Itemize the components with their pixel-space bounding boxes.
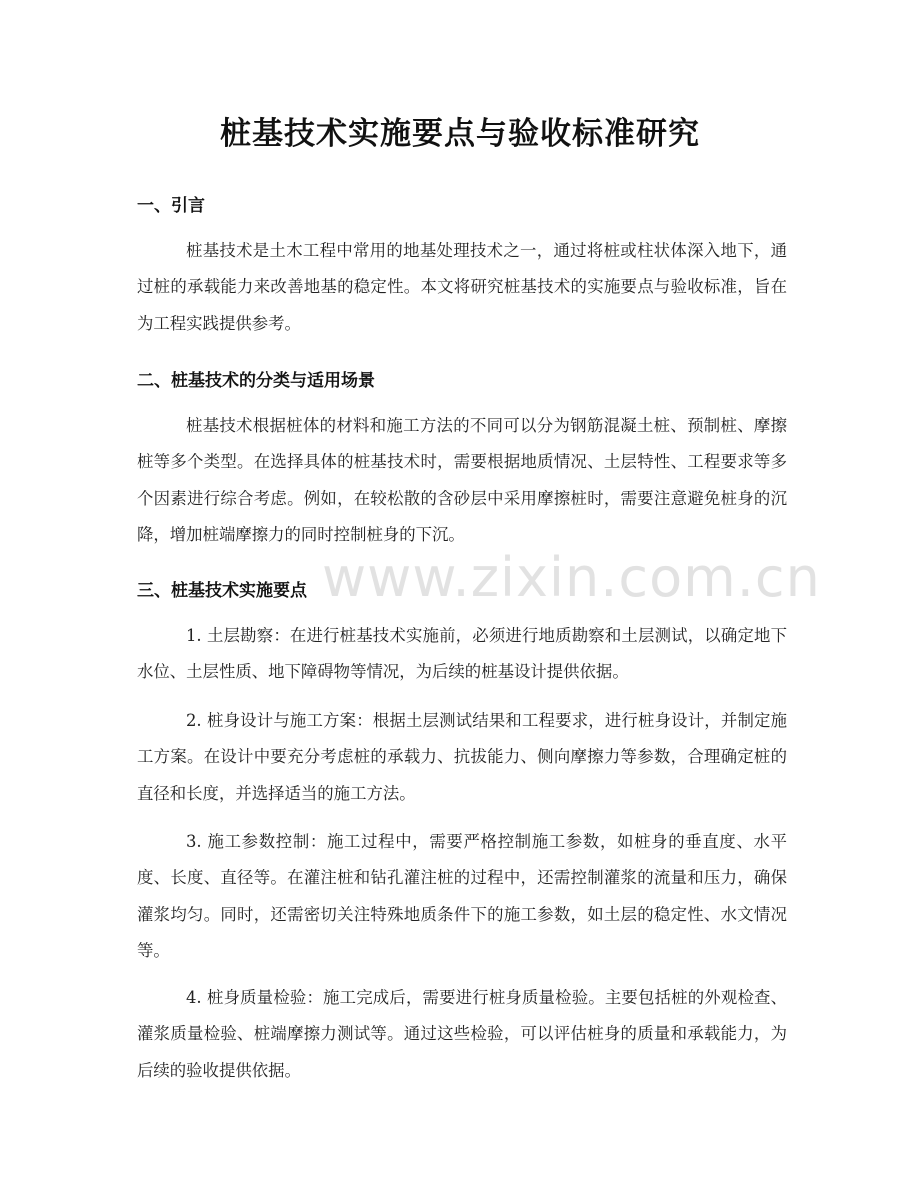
watermark-text: www.zixin.com.cn xyxy=(322,546,821,609)
section-heading-classification: 二、桩基技术的分类与适用场景 xyxy=(137,371,375,391)
section-heading-introduction: 一、引言 xyxy=(137,196,205,216)
paragraph-quality-inspection: 4. 桩身质量检验：施工完成后，需要进行桩身质量检验。主要包括桩的外观检查、灌浆质量检验、桩端摩擦力测试等。通过这些检验，可以评估桩身的质量和承载能力，为后续的验收提供依据。 xyxy=(137,988,787,1080)
paragraph-classification: 桩基技术根据桩体的材料和施工方法的不同可以分为钢筋混凝土桩、预制桩、摩擦桩等多个类型。在选择具体的桩基技术时，需要根据地质情况、土层特性、工程要求等多个因素进行综合考虑。例如，在较松散的含砂层中采用摩擦桩时，需要注意避免桩身的沉降，增加桩端摩擦力的同时控制桩身的下沉。 xyxy=(137,416,787,545)
section-heading-implementation: 三、桩基技术实施要点 xyxy=(137,581,307,601)
paragraph-pile-design: 2. 桩身设计与施工方案：根据土层测试结果和工程要求，进行桩身设计，并制定施工方案。在设计中要充分考虑桩的承载力、抗拔能力、侧向摩擦力等参数，合理确定桩的直径和长度，并选择适当的施工方法。 xyxy=(137,711,787,803)
paragraph-soil-survey: 1. 土层勘察：在进行桩基技术实施前，必须进行地质勘察和土层测试，以确定地下水位、土层性质、地下障碍物等情况，为后续的桩基设计提供依据。 xyxy=(137,626,787,682)
document-title: 桩基技术实施要点与验收标准研究 xyxy=(220,116,700,152)
paragraph-introduction: 桩基技术是土木工程中常用的地基处理技术之一，通过将桩或柱状体深入地下，通过桩的承载能力来改善地基的稳定性。本文将研究桩基技术的实施要点与验收标准，旨在为工程实践提供参考。 xyxy=(137,241,787,333)
paragraph-parameter-control: 3. 施工参数控制：施工过程中，需要严格控制施工参数，如桩身的垂直度、水平度、长度、直径等。在灌注桩和钻孔灌注桩的过程中，还需控制灌浆的流量和压力，确保灌浆均匀。同时，还需密切关注特殊地质条件下的施工参数，如土层的稳定性、水文情况等。 xyxy=(137,832,787,961)
